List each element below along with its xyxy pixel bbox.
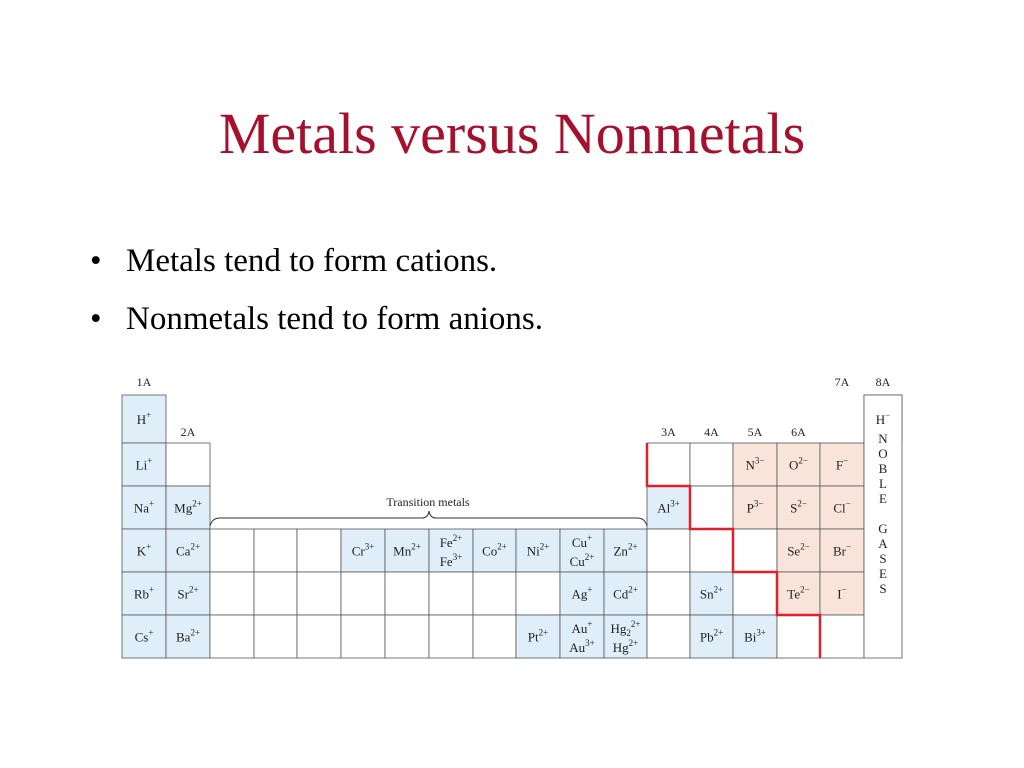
empty-cell (820, 615, 864, 658)
group-header: 8A (875, 375, 891, 389)
ion-label: $Pt^{2+}$ (527, 627, 549, 645)
empty-cell (297, 615, 341, 658)
ion-label: $Cu^{2+}$ (569, 551, 595, 569)
bullet-text: Nonmetals tend to form anions. (126, 301, 544, 337)
noble-gases-letter: L (879, 476, 887, 491)
group-header: 1A (136, 375, 152, 389)
ion-label: $Co^{2+}$ (482, 541, 507, 559)
empty-cell (341, 615, 385, 658)
ion-label: $Al^{3+}$ (657, 498, 680, 516)
bullet-text: Metals tend to form cations. (126, 243, 498, 279)
empty-cell (733, 529, 777, 572)
ion-label: F− (835, 455, 849, 473)
group-header: 6A (791, 425, 806, 439)
empty-cell (297, 572, 341, 615)
empty-cell (473, 572, 516, 615)
noble-gases-letter: E (879, 491, 887, 506)
group-header: 5A (747, 425, 763, 439)
ion-label: $Se^{2-}$ (787, 541, 810, 559)
empty-cell (690, 529, 733, 572)
ion-label: H+ (136, 410, 152, 427)
empty-cell (690, 486, 733, 529)
empty-cell (647, 443, 690, 486)
noble-gases-letter: G (878, 521, 888, 536)
noble-gases-letter: O (878, 446, 888, 461)
ion-label: Rb+ (133, 584, 155, 602)
noble-gases-letter: N (878, 431, 888, 446)
empty-cell (647, 615, 690, 658)
empty-cell (297, 529, 341, 572)
ion-label: $Sr^{2+}$ (177, 584, 199, 602)
ion-label: $Sn^{2+}$ (699, 584, 724, 602)
transition-metals-label: Transition metals (386, 495, 470, 509)
bullet-marker: • (90, 243, 102, 279)
slide-title: Metals versus Nonmetals (218, 101, 806, 166)
empty-cell (429, 572, 473, 615)
ion-label: $Mg^{2+}$ (174, 498, 202, 516)
ion-label: Li+ (135, 455, 153, 473)
ion-label: Cu+ (571, 533, 593, 551)
ion-label: $Hg_2^{2+}$ (610, 619, 641, 639)
group-header: 2A (180, 425, 196, 439)
empty-cell (210, 572, 254, 615)
empty-cell (473, 615, 516, 658)
noble-gases-letter: B (878, 461, 888, 476)
empty-cell (385, 572, 429, 615)
empty-cell (690, 443, 733, 486)
ion-label: $Zn^{2+}$ (613, 541, 638, 559)
ion-label: $Pb^{2+}$ (699, 627, 724, 645)
ion-label: $Ni^{2+}$ (526, 541, 550, 559)
ion-label: Br− (832, 541, 852, 559)
ion-label: $Ba^{2+}$ (175, 627, 201, 645)
ion-label: Au+ (571, 619, 593, 637)
ion-label: $Bi^{3+}$ (744, 627, 766, 645)
ion-label: Cl− (833, 498, 851, 516)
bullet-marker: • (90, 301, 102, 337)
noble-gases-letter: E (879, 566, 887, 581)
empty-cell (647, 529, 690, 572)
ion-label: $Mn^{2+}$ (393, 541, 421, 559)
empty-cell (777, 615, 820, 658)
ion-label: K+ (136, 541, 152, 559)
ion-label: $Au^{3+}$ (569, 637, 595, 655)
noble-gases-letter: S (879, 581, 887, 596)
noble-gases-letter: A (878, 536, 888, 551)
ion-label: Na+ (133, 498, 155, 516)
empty-cell (733, 572, 777, 615)
transition-metals-brace (210, 511, 647, 526)
ion-label: H− (875, 410, 891, 427)
empty-cell (210, 615, 254, 658)
empty-cell (516, 572, 560, 615)
ion-label: $Hg^{2+}$ (612, 637, 639, 655)
empty-cell (341, 572, 385, 615)
ion-label: $Fe^{2+}$ (439, 533, 463, 551)
empty-cell (385, 615, 429, 658)
empty-cell (429, 615, 473, 658)
ion-label: Ag+ (571, 584, 593, 602)
ion-label: $S^{2-}$ (790, 498, 807, 516)
ion-label: $Cd^{2+}$ (613, 584, 638, 602)
empty-cell (254, 572, 297, 615)
empty-cell (254, 529, 297, 572)
ion-label: I− (837, 584, 847, 602)
group-header: 3A (661, 425, 676, 439)
empty-cell (210, 529, 254, 572)
ion-label: $Fe^{3+}$ (439, 551, 463, 569)
group-header: 7A (834, 375, 850, 389)
empty-cell (166, 443, 210, 486)
group-header: 4A (704, 425, 719, 439)
ion-label: $Te^{2-}$ (787, 584, 810, 602)
ion-label: $O^{2-}$ (789, 455, 808, 473)
ion-label: $P^{3-}$ (746, 498, 764, 516)
ion-label: $Cr^{3+}$ (351, 541, 375, 559)
noble-gases-letter: S (879, 551, 887, 566)
ion-label: $N^{3-}$ (745, 455, 765, 473)
ion-label: Cs+ (134, 627, 154, 645)
ion-label: $Ca^{2+}$ (175, 541, 201, 559)
empty-cell (647, 572, 690, 615)
empty-cell (254, 615, 297, 658)
